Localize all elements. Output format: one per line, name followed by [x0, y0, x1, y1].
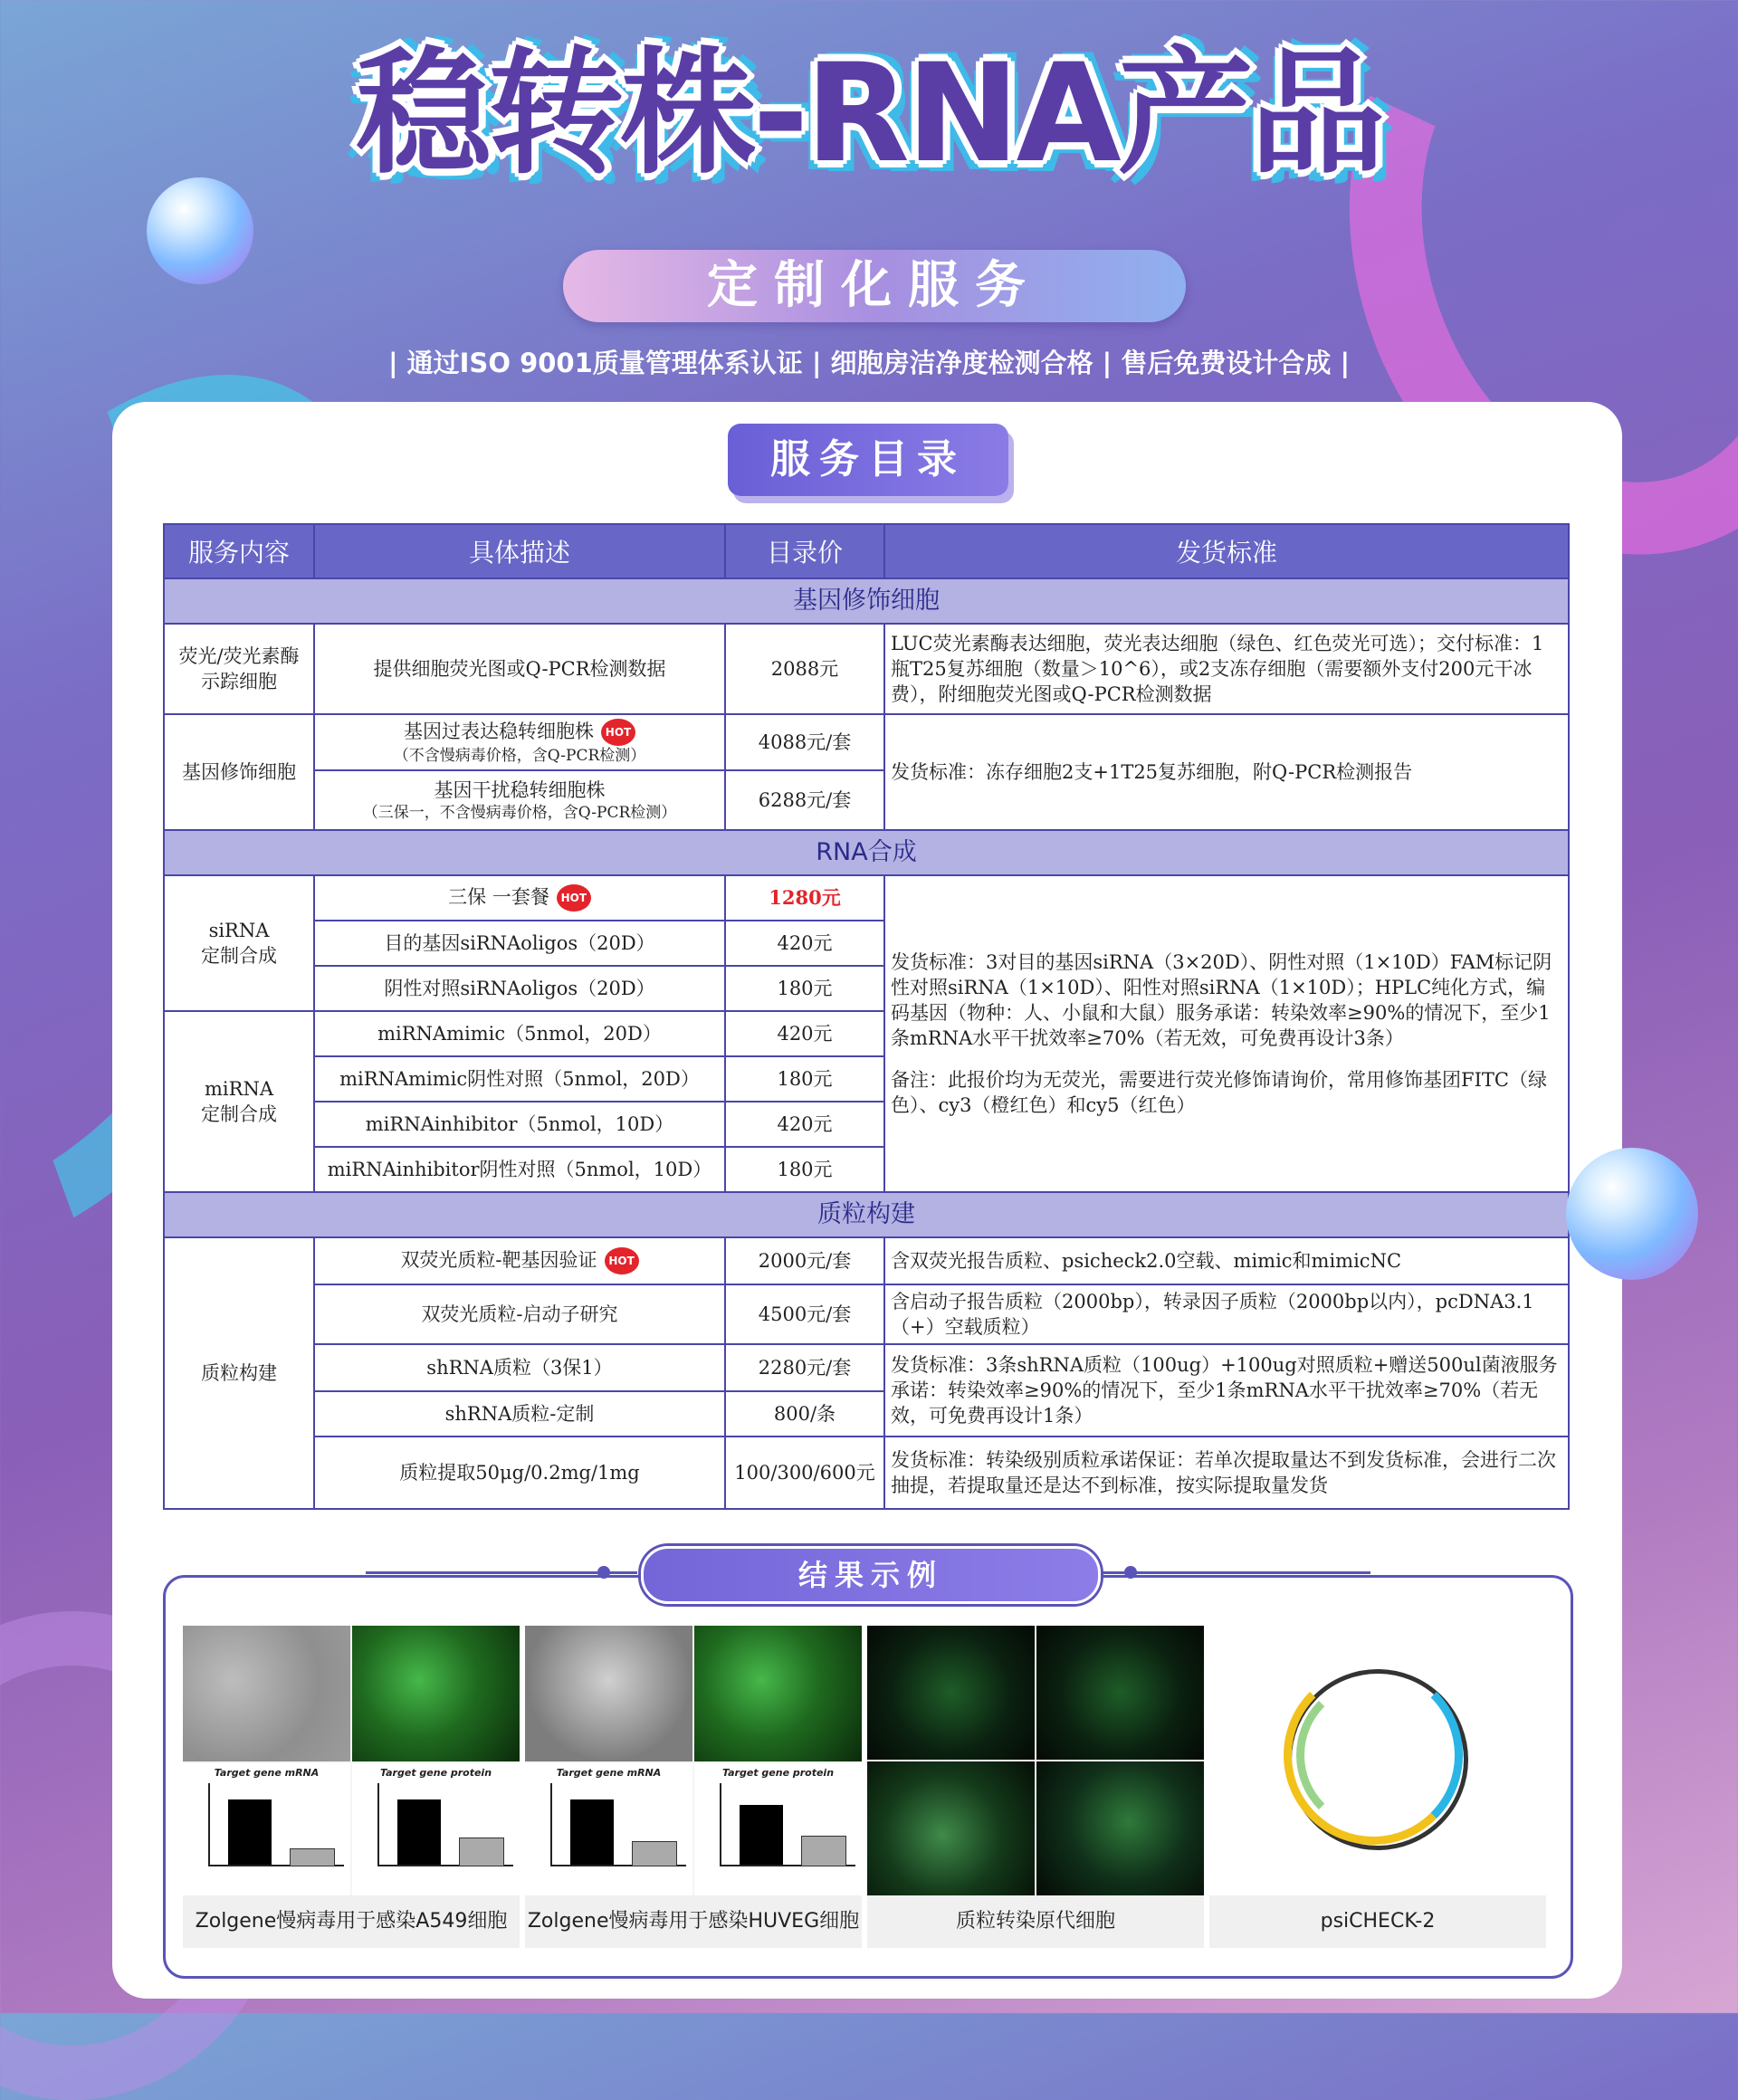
service-description: miRNAmimic（5nmol，20D）: [314, 1011, 725, 1056]
column-header: 发货标准: [884, 524, 1569, 578]
shipping-standard: 发货标准：3条shRNA质粒（100ug）+100ug对照质粒+赠送500ul菌液服务承诺：转染效率≥90%的情况下，至少1条mRNA水平干扰效率≥70%（若无效，可免费再设计1条）: [884, 1344, 1569, 1437]
micrograph-brightfield: [183, 1626, 350, 1761]
table-row: [164, 1284, 1569, 1344]
service-price: 180元: [725, 1147, 884, 1192]
category-row: [164, 578, 1569, 624]
shipping-standard: 含双荧光报告质粒、psicheck2.0空载、mimic和mimicNC: [884, 1237, 1569, 1284]
service-description: 阴性对照siRNAoligos（20D）: [314, 966, 725, 1011]
shipping-standard: [884, 875, 1569, 1192]
service-name: 基因修饰细胞: [164, 714, 314, 830]
service-price: 2088元: [725, 624, 884, 714]
table-row: [164, 1437, 1569, 1509]
service-price: 180元: [725, 1056, 884, 1102]
hot-badge: HOT: [557, 884, 591, 912]
service-name: 荧光/荧光素酶示踪细胞: [164, 624, 314, 714]
service-description: 三保 一套餐 HOT: [314, 875, 725, 921]
panel-caption: 质粒转染原代细胞: [867, 1895, 1204, 1948]
service-price: 2280元/套: [725, 1344, 884, 1391]
rna-note: 备注：此报价均为无荧光，需要进行荧光修饰请询价，常用修饰基团FITC（绿色）、cy3（橙红色）和cy5（红色）: [891, 1069, 1547, 1116]
item-note: （不含慢病毒价格，含Q-PCR检测）: [393, 747, 646, 766]
result-panel: [867, 1626, 1204, 1948]
bar-control: [740, 1805, 783, 1865]
bar-control: [397, 1799, 441, 1865]
service-name: 质粒构建: [164, 1237, 314, 1509]
table-row: [164, 714, 1569, 770]
bar-knockdown: [290, 1848, 335, 1866]
category-label: 基因修饰细胞: [164, 578, 1569, 624]
service-price: 800/条: [725, 1391, 884, 1437]
service-description: 提供细胞荧光图或Q-PCR检测数据: [314, 624, 725, 714]
panel-caption: Zolgene慢病毒用于感染HUVEG细胞: [525, 1895, 862, 1948]
shipping-standard: 含启动子报告质粒（2000bp），转录因子质粒（2000bp以内），pcDNA3.1（+）空载质粒）: [884, 1284, 1569, 1344]
certification-line: | 通过ISO 9001质量管理体系认证 | 细胞房洁净度检测合格 | 售后免费设计合成 |: [387, 348, 1351, 378]
service-description: 目的基因siRNAoligos（20D）: [314, 921, 725, 966]
bar-knockdown: [801, 1836, 846, 1866]
table-row: [164, 875, 1569, 921]
service-price: 4088元/套: [725, 714, 884, 770]
divider-dot: [1124, 1566, 1137, 1579]
service-name: siRNA 定制合成: [164, 875, 314, 1011]
section-title-catalog: 服务目录: [728, 424, 1008, 496]
divider-dot: [597, 1566, 610, 1579]
shipping-standard: 发货标准：转染级别质粒承诺保证：若单次提取量达不到发货标准，会进行二次抽提，若提取量还是达不到标准，按实际提取量发货: [884, 1437, 1569, 1509]
category-label: RNA合成: [164, 830, 1569, 875]
bar-knockdown: [459, 1838, 504, 1866]
divider-line: [366, 1571, 637, 1574]
micrograph-transfection: [1036, 1626, 1204, 1760]
category-row: [164, 830, 1569, 875]
service-name: miRNA 定制合成: [164, 1011, 314, 1192]
rna-standard: 发货标准：3对目的基因siRNA（3×20D）、阴性对照（1×10D）FAM标记阴性对照siRNA（1×10D）、阳性对照siRNA（1×10D）；HPLC纯化方式，编码基因（物种：人、小鼠和大鼠）服务承诺：转染效率≥90%的情况下，至少1条mRNA水平干扰效率≥70%（若无效，可免费再设计3条）: [891, 951, 1552, 1049]
service-price: 420元: [725, 1011, 884, 1056]
shipping-standard: LUC荧光素酶表达细胞，荧光表达细胞（绿色、红色荧光可选）；交付标准：1瓶T25复苏细胞（数量＞10^6），或2支冻存细胞（需要额外支付200元干冰费），附细胞荧光图或Q-PCR检测数据: [884, 624, 1569, 714]
table-header-row: [164, 524, 1569, 578]
service-price: 2000元/套: [725, 1237, 884, 1284]
chart-title: Target gene mRNA: [556, 1767, 662, 1779]
section-title-results: 结果示例: [641, 1546, 1101, 1604]
bar-knockdown: [632, 1841, 677, 1866]
service-description: [314, 714, 725, 770]
result-panel: [183, 1626, 520, 1948]
subtitle-pill: 定制化服务: [563, 250, 1186, 322]
service-table: [163, 523, 1570, 1510]
service-price: 420元: [725, 1102, 884, 1147]
micrograph-brightfield: [525, 1626, 692, 1761]
result-panel: [1209, 1626, 1546, 1948]
service-price: 4500元/套: [725, 1284, 884, 1344]
service-description: 质粒提取50μg/0.2mg/1mg: [314, 1437, 725, 1509]
bar-control: [570, 1799, 614, 1865]
page-title: 稳转株-RNA产品: [356, 35, 1382, 193]
table-row: [164, 624, 1569, 714]
bar-chart-protein: [352, 1763, 520, 1895]
service-description: miRNAinhibitor阴性对照（5nmol，10D）: [314, 1147, 725, 1192]
service-description: 双荧光质粒-靶基因验证 HOT: [314, 1237, 725, 1284]
divider-line: [1099, 1571, 1370, 1574]
bar-chart-mrna: [183, 1763, 350, 1895]
service-description: miRNAinhibitor（5nmol，10D）: [314, 1102, 725, 1147]
chart-title: Target gene protein: [379, 1767, 492, 1779]
service-description: [314, 770, 725, 830]
item-note: （三保一，不含慢病毒价格，含Q-PCR检测）: [362, 804, 677, 822]
panel-caption: Zolgene慢病毒用于感染A549细胞: [183, 1895, 520, 1948]
panel-caption: psiCHECK-2: [1209, 1895, 1546, 1948]
bar-chart-mrna: [525, 1763, 692, 1895]
micrograph-fluorescence: [694, 1626, 862, 1761]
service-price: 100/300/600元: [725, 1437, 884, 1509]
table-row: [164, 1344, 1569, 1391]
table-row: [164, 1237, 1569, 1284]
micrograph-transfection: [867, 1626, 1035, 1760]
service-price: 1280元: [725, 875, 884, 921]
service-description: 双荧光质粒-启动子研究: [314, 1284, 725, 1344]
service-description: shRNA质粒（3保1）: [314, 1344, 725, 1391]
service-price: 420元: [725, 921, 884, 966]
service-description: shRNA质粒-定制: [314, 1391, 725, 1437]
bar-control: [228, 1799, 272, 1865]
item-title: 基因过表达稳转细胞株: [404, 720, 594, 742]
service-price: 6288元/套: [725, 770, 884, 830]
column-header: 服务内容: [164, 524, 314, 578]
plasmid-segment: [1296, 1678, 1450, 1832]
item-title: 基因干扰稳转细胞株: [434, 779, 606, 801]
category-row: [164, 1192, 1569, 1237]
hot-badge: HOT: [605, 1247, 639, 1274]
shipping-standard: 发货标准：冻存细胞2支+1T25复苏细胞，附Q-PCR检测报告: [884, 714, 1569, 830]
content-card: [112, 402, 1622, 1999]
result-panel: [525, 1626, 862, 1948]
service-description: miRNAmimic阴性对照（5nmol，20D）: [314, 1056, 725, 1102]
hot-badge: HOT: [601, 719, 635, 746]
micrograph-transfection: [1036, 1761, 1204, 1895]
category-label: 质粒构建: [164, 1192, 1569, 1237]
column-header: 具体描述: [314, 524, 725, 578]
micrograph-fluorescence: [352, 1626, 520, 1761]
chart-title: Target gene protein: [721, 1767, 835, 1779]
chart-title: Target gene mRNA: [214, 1767, 320, 1779]
micrograph-transfection: [867, 1761, 1035, 1895]
service-price: 180元: [725, 966, 884, 1011]
column-header: 目录价: [725, 524, 884, 578]
bar-chart-protein: [694, 1763, 862, 1895]
